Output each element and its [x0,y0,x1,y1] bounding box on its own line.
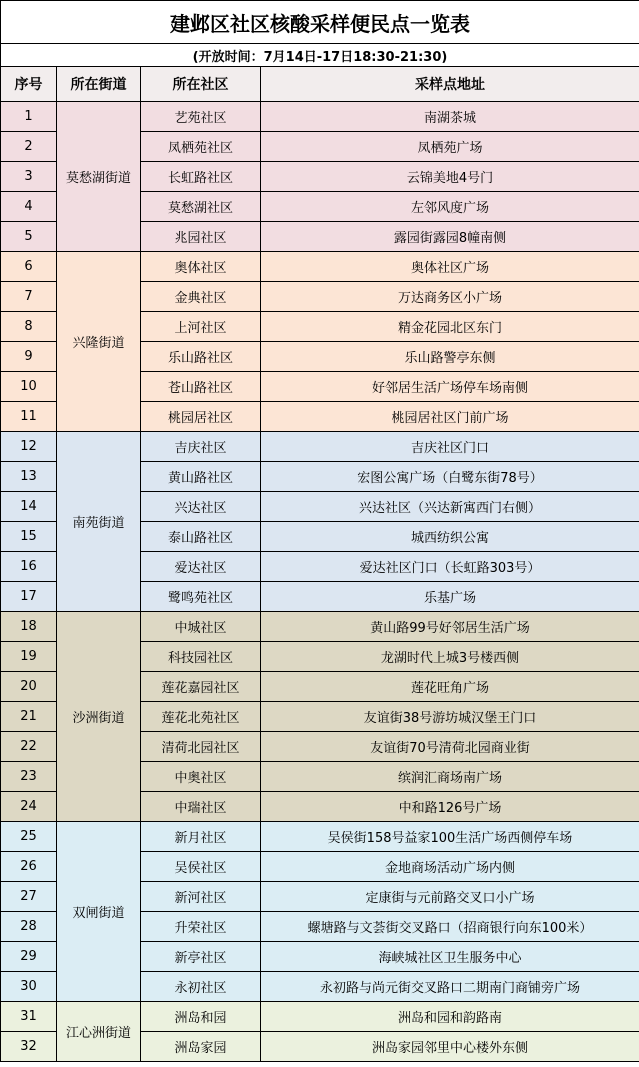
header-row [1,67,639,102]
street-cell: 莫愁湖街道 [57,102,141,252]
seq-cell: 31 [1,1002,57,1032]
street-cell: 江心洲街道 [57,1002,141,1062]
community-cell: 莲花北苑社区 [141,702,261,732]
seq-cell: 2 [1,132,57,162]
address-cell: 金地商场活动广场内侧 [261,852,639,882]
community-cell: 泰山路社区 [141,522,261,552]
community-cell: 升荣社区 [141,912,261,942]
seq-cell: 23 [1,762,57,792]
address-cell: 好邻居生活广场停车场南侧 [261,372,639,402]
seq-cell: 18 [1,612,57,642]
seq-cell: 24 [1,792,57,822]
seq-cell: 30 [1,972,57,1002]
address-cell: 缤润汇商场南广场 [261,762,639,792]
seq-cell: 3 [1,162,57,192]
street-cell: 双闸街道 [57,822,141,1002]
address-cell: 洲岛家园邻里中心楼外东侧 [261,1032,639,1062]
address-cell: 宏图公寓广场（白鹭东街78号） [261,462,639,492]
community-cell: 中城社区 [141,612,261,642]
community-cell: 吉庆社区 [141,432,261,462]
seq-cell: 7 [1,282,57,312]
address-cell: 螺塘路与文荟街交叉路口（招商银行向东100米） [261,912,639,942]
seq-cell: 21 [1,702,57,732]
header-seq: 序号 [1,67,57,102]
address-cell: 爱达社区门口（长虹路303号） [261,552,639,582]
community-cell: 鹭鸣苑社区 [141,582,261,612]
community-cell: 桃园居社区 [141,402,261,432]
address-cell: 南湖茶城 [261,102,639,132]
community-cell: 科技园社区 [141,642,261,672]
seq-cell: 17 [1,582,57,612]
seq-cell: 16 [1,552,57,582]
seq-cell: 9 [1,342,57,372]
page-title: 建邺区社区核酸采样便民点一览表 [1,1,639,44]
community-cell: 新河社区 [141,882,261,912]
table-row [1,1002,639,1032]
seq-cell: 12 [1,432,57,462]
header-street: 所在街道 [57,67,141,102]
community-cell: 苍山路社区 [141,372,261,402]
seq-cell: 20 [1,672,57,702]
seq-cell: 14 [1,492,57,522]
address-cell: 莲花旺角广场 [261,672,639,702]
seq-cell: 4 [1,192,57,222]
address-cell: 左邻风度广场 [261,192,639,222]
community-cell: 新月社区 [141,822,261,852]
seq-cell: 13 [1,462,57,492]
address-cell: 凤栖苑广场 [261,132,639,162]
community-cell: 兆园社区 [141,222,261,252]
seq-cell: 10 [1,372,57,402]
address-cell: 黄山路99号好邻居生活广场 [261,612,639,642]
opening-hours: (开放时间：7月14日-17日18:30-21:30) [1,44,639,67]
community-cell: 洲岛家园 [141,1032,261,1062]
address-cell: 中和路126号广场 [261,792,639,822]
community-cell: 艺苑社区 [141,102,261,132]
address-cell: 露园街露园8幢南侧 [261,222,639,252]
address-cell: 吴侯街158号益家100生活广场西侧停车场 [261,822,639,852]
community-cell: 吴侯社区 [141,852,261,882]
seq-cell: 11 [1,402,57,432]
address-cell: 云锦美地4号门 [261,162,639,192]
address-cell: 城西纺织公寓 [261,522,639,552]
community-cell: 黄山路社区 [141,462,261,492]
address-cell: 友谊街38号游坊城汉堡王门口 [261,702,639,732]
community-cell: 洲岛和园 [141,1002,261,1032]
header-address: 采样点地址 [261,67,639,102]
address-cell: 友谊街70号清荷北园商业街 [261,732,639,762]
community-cell: 中瑞社区 [141,792,261,822]
address-cell: 桃园居社区门前广场 [261,402,639,432]
community-cell: 奥体社区 [141,252,261,282]
street-cell: 兴隆街道 [57,252,141,432]
seq-cell: 22 [1,732,57,762]
seq-cell: 32 [1,1032,57,1062]
table-body [1,102,639,1062]
table-row [1,252,639,282]
address-cell: 洲岛和园和韵路南 [261,1002,639,1032]
community-cell: 兴达社区 [141,492,261,522]
community-cell: 莲花嘉园社区 [141,672,261,702]
table-row [1,612,639,642]
community-cell: 中奥社区 [141,762,261,792]
seq-cell: 25 [1,822,57,852]
seq-cell: 6 [1,252,57,282]
community-cell: 乐山路社区 [141,342,261,372]
community-cell: 永初社区 [141,972,261,1002]
community-cell: 清荷北园社区 [141,732,261,762]
address-cell: 乐基广场 [261,582,639,612]
header-community: 所在社区 [141,67,261,102]
community-cell: 长虹路社区 [141,162,261,192]
community-cell: 新亭社区 [141,942,261,972]
community-cell: 上河社区 [141,312,261,342]
seq-cell: 5 [1,222,57,252]
address-cell: 精金花园北区东门 [261,312,639,342]
seq-cell: 8 [1,312,57,342]
address-cell: 海峡城社区卫生服务中心 [261,942,639,972]
seq-cell: 29 [1,942,57,972]
community-cell: 莫愁湖社区 [141,192,261,222]
address-cell: 奥体社区广场 [261,252,639,282]
street-cell: 沙洲街道 [57,612,141,822]
seq-cell: 1 [1,102,57,132]
address-cell: 兴达社区（兴达新寓西门右侧） [261,492,639,522]
address-cell: 定康街与元前路交叉口小广场 [261,882,639,912]
seq-cell: 26 [1,852,57,882]
table-row [1,822,639,852]
community-cell: 爱达社区 [141,552,261,582]
address-cell: 龙湖时代上城3号楼西侧 [261,642,639,672]
seq-cell: 27 [1,882,57,912]
address-cell: 乐山路警亭东侧 [261,342,639,372]
table-row [1,102,639,132]
address-cell: 吉庆社区门口 [261,432,639,462]
community-cell: 凤栖苑社区 [141,132,261,162]
seq-cell: 15 [1,522,57,552]
seq-cell: 19 [1,642,57,672]
address-cell: 永初路与尚元街交叉路口二期南门商铺旁广场 [261,972,639,1002]
community-cell: 金典社区 [141,282,261,312]
seq-cell: 28 [1,912,57,942]
table-row [1,432,639,462]
address-cell: 万达商务区小广场 [261,282,639,312]
street-cell: 南苑街道 [57,432,141,612]
